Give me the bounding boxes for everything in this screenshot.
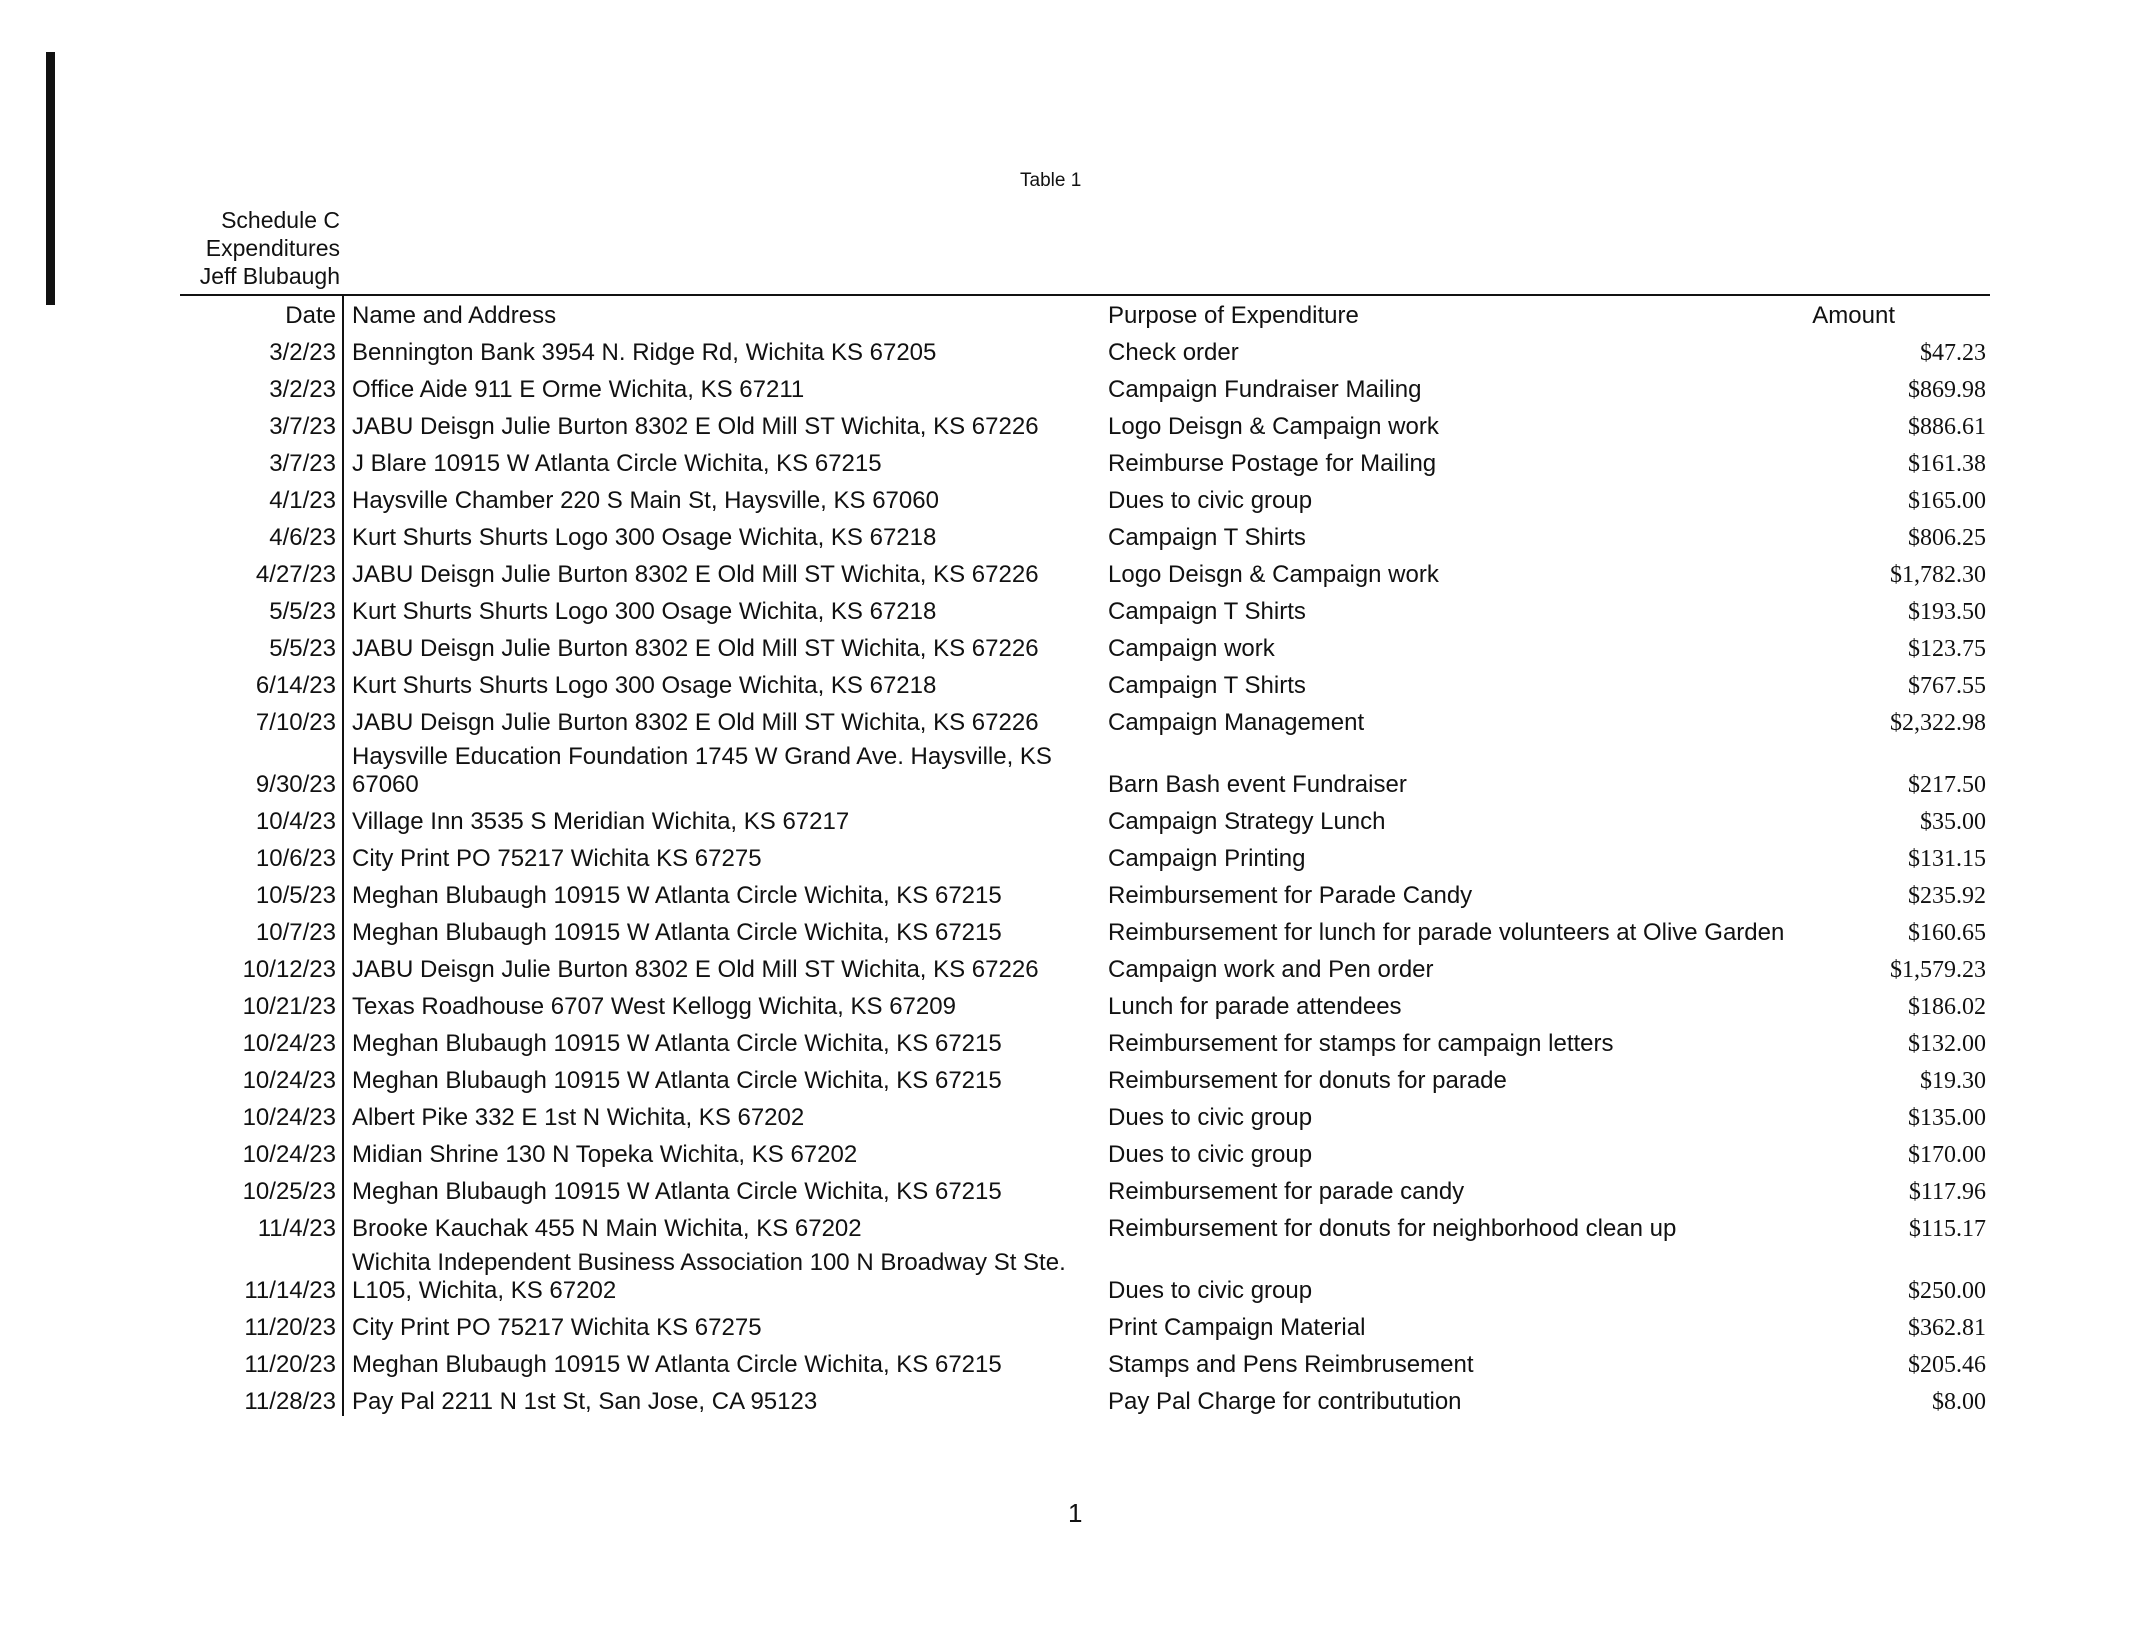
row-purpose: Reimbursement for Parade Candy <box>1108 882 1473 909</box>
row-date: 9/30/23 <box>180 737 343 799</box>
table-row <box>180 1169 1990 1206</box>
row-amount: $117.96 <box>1908 1179 1986 1205</box>
row-name-address: Meghan Blubaugh 10915 W Atlanta Circle Wichita, KS 67215 <box>352 882 1002 909</box>
table-row <box>180 1021 1990 1058</box>
row-amount: $132.00 <box>1908 1031 1986 1057</box>
row-purpose: Campaign Management <box>1108 709 1365 736</box>
margin-bar <box>46 52 55 305</box>
row-date: 10/7/23 <box>180 910 343 947</box>
row-date: 4/27/23 <box>180 552 343 589</box>
row-date: 11/28/23 <box>180 1379 343 1416</box>
row-amount: $1,579.23 <box>1890 957 1986 983</box>
table-row <box>180 663 1990 700</box>
table-row <box>180 836 1990 873</box>
table-row <box>180 1342 1990 1379</box>
row-date: 4/1/23 <box>180 478 343 515</box>
row-amount: $47.23 <box>1920 340 1986 366</box>
row-amount: $806.25 <box>1908 525 1986 551</box>
table-row <box>180 1058 1990 1095</box>
row-name-address: Village Inn 3535 S Meridian Wichita, KS 67217 <box>352 808 850 835</box>
table-row <box>180 330 1990 367</box>
row-amount: $135.00 <box>1908 1105 1986 1131</box>
expenditures-table <box>180 294 1990 1416</box>
row-purpose: Campaign Fundraiser Mailing <box>1108 376 1422 403</box>
row-date: 10/24/23 <box>180 1021 343 1058</box>
table-row <box>180 910 1990 947</box>
row-date: 10/24/23 <box>180 1095 343 1132</box>
table-row <box>180 1305 1990 1342</box>
table-row <box>180 404 1990 441</box>
row-name-address: Haysville Chamber 220 S Main St, Haysville, KS 67060 <box>352 487 939 514</box>
row-purpose: Reimbursement for parade candy <box>1108 1178 1465 1205</box>
row-amount: $235.92 <box>1908 883 1986 909</box>
row-name-address: Brooke Kauchak 455 N Main Wichita, KS 67202 <box>352 1215 862 1242</box>
schedule-title: Schedule C <box>221 207 340 233</box>
row-name-address: Kurt Shurts Shurts Logo 300 Osage Wichita, KS 67218 <box>352 524 937 551</box>
row-amount: $869.98 <box>1908 377 1986 403</box>
table-row <box>180 700 1990 737</box>
row-amount: $886.61 <box>1908 414 1986 440</box>
row-purpose: Print Campaign Material <box>1108 1314 1366 1341</box>
column-header-date: Date <box>180 295 343 330</box>
row-amount: $362.81 <box>1908 1315 1986 1341</box>
column-header-name: Name and Address <box>343 295 1098 330</box>
row-purpose: Reimbursement for donuts for neighborhood clean up <box>1108 1215 1677 1242</box>
row-name-address: Meghan Blubaugh 10915 W Atlanta Circle Wichita, KS 67215 <box>352 1178 1002 1205</box>
row-amount: $35.00 <box>1920 809 1986 835</box>
row-name-address: JABU Deisgn Julie Burton 8302 E Old Mill ST Wichita, KS 67226 <box>352 413 1039 440</box>
row-date: 10/12/23 <box>180 947 343 984</box>
row-purpose: Campaign T Shirts <box>1108 598 1306 625</box>
row-date: 7/10/23 <box>180 700 343 737</box>
row-amount: $19.30 <box>1920 1068 1986 1094</box>
table-body <box>180 330 1990 1416</box>
table-row <box>180 1132 1990 1169</box>
row-date: 10/4/23 <box>180 799 343 836</box>
row-amount: $165.00 <box>1908 488 1986 514</box>
row-date: 4/6/23 <box>180 515 343 552</box>
row-purpose: Reimbursement for donuts for parade <box>1108 1067 1507 1094</box>
row-purpose: Barn Bash event Fundraiser <box>1108 771 1407 798</box>
row-name-address: JABU Deisgn Julie Burton 8302 E Old Mill ST Wichita, KS 67226 <box>352 561 1039 588</box>
schedule-header <box>150 206 340 290</box>
row-name-address: JABU Deisgn Julie Burton 8302 E Old Mill ST Wichita, KS 67226 <box>352 956 1039 983</box>
row-amount: $2,322.98 <box>1890 710 1986 736</box>
row-name-address: City Print PO 75217 Wichita KS 67275 <box>352 845 762 872</box>
row-purpose: Reimburse Postage for Mailing <box>1108 450 1437 477</box>
row-date: 10/6/23 <box>180 836 343 873</box>
row-purpose: Campaign Strategy Lunch <box>1108 808 1386 835</box>
row-amount: $193.50 <box>1908 599 1986 625</box>
row-name-address: Meghan Blubaugh 10915 W Atlanta Circle Wichita, KS 67215 <box>352 1351 1002 1378</box>
row-name-address: Meghan Blubaugh 10915 W Atlanta Circle Wichita, KS 67215 <box>352 1030 1002 1057</box>
row-purpose: Logo Deisgn & Campaign work <box>1108 561 1439 588</box>
row-purpose: Campaign work <box>1108 635 1275 662</box>
row-date: 6/14/23 <box>180 663 343 700</box>
row-name-address: Kurt Shurts Shurts Logo 300 Osage Wichita, KS 67218 <box>352 672 937 699</box>
row-name-address: Kurt Shurts Shurts Logo 300 Osage Wichita, KS 67218 <box>352 598 937 625</box>
row-name-address: Meghan Blubaugh 10915 W Atlanta Circle Wichita, KS 67215 <box>352 919 1002 946</box>
row-purpose: Campaign T Shirts <box>1108 672 1306 699</box>
row-amount: $186.02 <box>1908 994 1986 1020</box>
row-amount: $123.75 <box>1908 636 1986 662</box>
row-purpose: Lunch for parade attendees <box>1108 993 1402 1020</box>
row-name-address: Haysville Education Foundation 1745 W Grand Ave. Haysville, KS 67060 <box>352 743 1052 798</box>
header-row <box>180 295 1990 330</box>
row-purpose: Reimbursement for stamps for campaign letters <box>1108 1030 1614 1057</box>
row-name-address: Texas Roadhouse 6707 West Kellogg Wichita, KS 67209 <box>352 993 956 1020</box>
table-row <box>180 626 1990 663</box>
row-amount: $161.38 <box>1908 451 1986 477</box>
row-name-address: Albert Pike 332 E 1st N Wichita, KS 67202 <box>352 1104 805 1131</box>
column-header-amount: Amount <box>1804 295 1990 330</box>
table-row <box>180 1095 1990 1132</box>
table-row <box>180 589 1990 626</box>
row-date: 5/5/23 <box>180 589 343 626</box>
row-amount: $160.65 <box>1908 920 1986 946</box>
row-name-address: Pay Pal 2211 N 1st St, San Jose, CA 95123 <box>352 1388 818 1415</box>
row-amount: $205.46 <box>1908 1352 1986 1378</box>
table-row <box>180 1243 1990 1305</box>
row-date: 5/5/23 <box>180 626 343 663</box>
row-amount: $767.55 <box>1908 673 1986 699</box>
table-row <box>180 947 1990 984</box>
row-date: 3/2/23 <box>180 330 343 367</box>
table-row <box>180 984 1990 1021</box>
table-row <box>180 552 1990 589</box>
row-purpose: Check order <box>1108 339 1239 366</box>
table-row <box>180 873 1990 910</box>
row-name-address: Wichita Independent Business Association 100 N Broadway St Ste. L105, Wichita, KS 67202 <box>352 1249 1066 1304</box>
row-name-address: Office Aide 911 E Orme Wichita, KS 67211 <box>352 376 805 403</box>
table-row <box>180 478 1990 515</box>
row-name-address: JABU Deisgn Julie Burton 8302 E Old Mill ST Wichita, KS 67226 <box>352 709 1039 736</box>
schedule-subtitle: Expenditures <box>205 235 340 261</box>
table-row <box>180 515 1990 552</box>
row-name-address: J Blare 10915 W Atlanta Circle Wichita, KS 67215 <box>352 450 882 477</box>
row-purpose: Stamps and Pens Reimbrusement <box>1108 1351 1474 1378</box>
row-amount: $8.00 <box>1932 1389 1986 1415</box>
row-date: 11/4/23 <box>180 1206 343 1243</box>
row-date: 10/24/23 <box>180 1058 343 1095</box>
row-date: 10/25/23 <box>180 1169 343 1206</box>
row-name-address: JABU Deisgn Julie Burton 8302 E Old Mill ST Wichita, KS 67226 <box>352 635 1039 662</box>
row-purpose: Dues to civic group <box>1108 487 1313 514</box>
row-date: 3/7/23 <box>180 441 343 478</box>
table-row <box>180 441 1990 478</box>
row-purpose: Dues to civic group <box>1108 1104 1313 1131</box>
row-purpose: Pay Pal Charge for contributution <box>1108 1388 1462 1415</box>
row-date: 10/24/23 <box>180 1132 343 1169</box>
row-name-address: Meghan Blubaugh 10915 W Atlanta Circle Wichita, KS 67215 <box>352 1067 1002 1094</box>
table-row <box>180 1379 1990 1416</box>
table-row <box>180 737 1990 799</box>
row-amount: $115.17 <box>1908 1216 1986 1242</box>
row-name-address: Midian Shrine 130 N Topeka Wichita, KS 67202 <box>352 1141 858 1168</box>
row-date: 11/14/23 <box>180 1243 343 1305</box>
column-header-purpose: Purpose of Expenditure <box>1098 295 1804 330</box>
row-purpose: Logo Deisgn & Campaign work <box>1108 413 1439 440</box>
row-date: 10/5/23 <box>180 873 343 910</box>
row-amount: $217.50 <box>1908 772 1986 798</box>
row-purpose: Campaign T Shirts <box>1108 524 1306 551</box>
row-amount: $131.15 <box>1908 846 1986 872</box>
row-amount: $250.00 <box>1908 1278 1986 1304</box>
row-date: 11/20/23 <box>180 1342 343 1379</box>
table-row <box>180 1206 1990 1243</box>
row-amount: $1,782.30 <box>1890 562 1986 588</box>
table-row <box>180 367 1990 404</box>
row-purpose: Dues to civic group <box>1108 1277 1313 1304</box>
row-date: 10/21/23 <box>180 984 343 1021</box>
row-date: 11/20/23 <box>180 1305 343 1342</box>
row-purpose: Campaign Printing <box>1108 845 1306 872</box>
row-name-address: Bennington Bank 3954 N. Ridge Rd, Wichita KS 67205 <box>352 339 937 366</box>
candidate-name: Jeff Blubaugh <box>199 263 340 289</box>
table-title: Table 1 <box>1020 170 1082 191</box>
row-name-address: City Print PO 75217 Wichita KS 67275 <box>352 1314 762 1341</box>
page-number: 1 <box>1068 1498 1083 1528</box>
row-date: 3/2/23 <box>180 367 343 404</box>
row-purpose: Campaign work and Pen order <box>1108 956 1434 983</box>
table-row <box>180 799 1990 836</box>
row-purpose: Dues to civic group <box>1108 1141 1313 1168</box>
row-date: 3/7/23 <box>180 404 343 441</box>
row-purpose: Reimbursement for lunch for parade volunteers at Olive Garden <box>1108 919 1785 946</box>
row-amount: $170.00 <box>1908 1142 1986 1168</box>
